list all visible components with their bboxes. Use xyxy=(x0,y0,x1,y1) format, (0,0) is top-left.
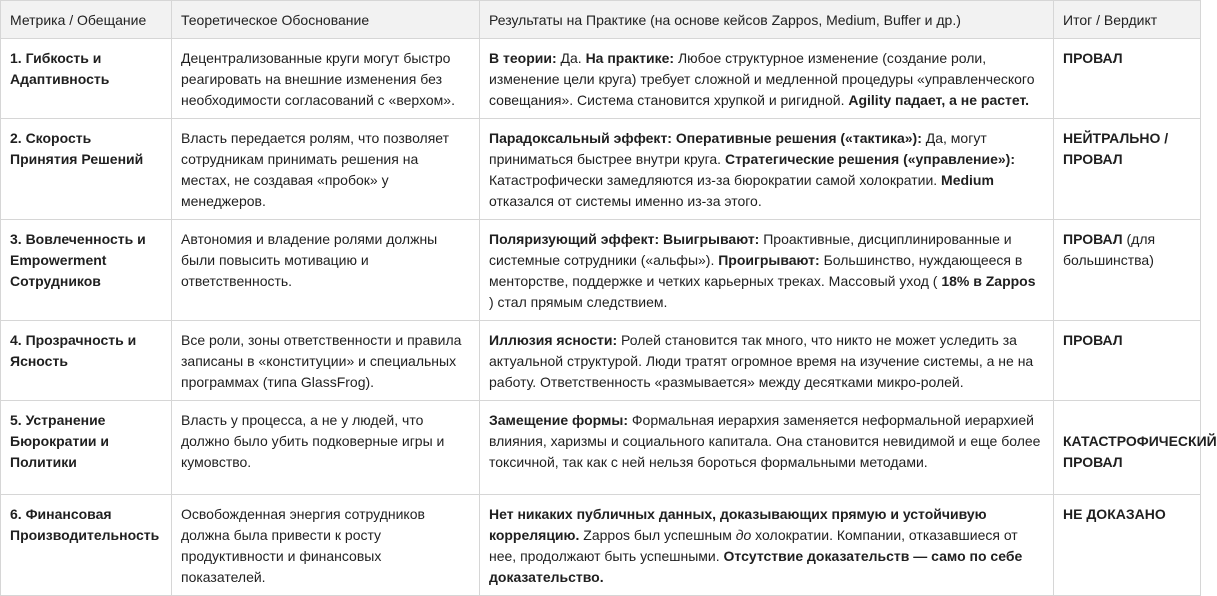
header-practice: Результаты на Практике (на основе кейсов Zappos, Medium, Buffer и др.) xyxy=(480,1,1054,39)
table-row xyxy=(1,39,1201,119)
text-run: до xyxy=(735,527,752,543)
bold-text-run: ПРОВАЛ xyxy=(1063,231,1123,247)
verdict-cell xyxy=(1054,220,1201,321)
bold-text-run: ПРОВАЛ xyxy=(1063,50,1123,66)
bold-text-run: 18% в Zappos xyxy=(941,273,1036,289)
text-run: Проактивные, дисциплинированные и системные сотрудники («альфы»). xyxy=(489,231,1012,268)
metric-cell: 1. Гибкость и Адаптивность xyxy=(1,39,172,119)
header-theory: Теоретическое Обоснование xyxy=(172,1,480,39)
bold-text-run: НЕЙТРАЛЬНО / ПРОВАЛ xyxy=(1063,130,1169,167)
bold-text-run: НЕ ДОКАЗАНО xyxy=(1063,506,1166,522)
verdict-cell xyxy=(1054,119,1201,220)
table-header xyxy=(1,1,1201,39)
verdict-cell xyxy=(1054,321,1201,401)
text-run: холократии. Компании, отказавшиеся от нее, продолжают быть успешными. xyxy=(489,527,1018,564)
bold-text-run: Иллюзия ясности: xyxy=(489,332,618,348)
bold-text-run: Замещение формы: xyxy=(489,412,628,428)
table-row xyxy=(1,321,1201,401)
header-verdict: Итог / Вердикт xyxy=(1054,1,1201,39)
metric-cell: 3. Вовлеченность и Empowerment Сотрудников xyxy=(1,220,172,321)
table-row xyxy=(1,220,1201,321)
text-run: отказался от системы именно из-за этого. xyxy=(489,193,762,209)
practice-cell xyxy=(480,321,1054,401)
verdict-cell xyxy=(1054,495,1201,596)
practice-cell xyxy=(480,401,1054,495)
table-row xyxy=(1,119,1201,220)
table-row xyxy=(1,495,1201,596)
header-row xyxy=(1,1,1201,39)
theory-cell: Децентрализованные круги могут быстро реагировать на внешние изменения без необходимости согласований с «верхом». xyxy=(172,39,480,119)
practice-cell xyxy=(480,495,1054,596)
bold-text-run: Medium xyxy=(941,172,994,188)
text-run: Катастрофически замедляются из-за бюрократии самой холократии. xyxy=(489,172,942,188)
text-run: Ролей становится так много, что никто не может уследить за актуальной структурой. Люди тратят огромное время на изучение системы, а не на работу. Ответственность «размывается» между десятками микро-ролей. xyxy=(489,332,1034,390)
bold-text-run: Стратегические решения («управление»): xyxy=(724,151,1015,167)
text-run: (для большинства) xyxy=(1063,231,1156,268)
bold-text-run: ПРОВАЛ xyxy=(1063,332,1123,348)
bold-text-run: В теории: xyxy=(489,50,557,66)
theory-cell: Власть у процесса, а не у людей, что должно было убить подковерные игры и кумовство. xyxy=(172,401,480,495)
metric-cell: 5. Устранение Бюрократии и Политики xyxy=(1,401,172,495)
text-run: Формальная иерархия заменяется неформальной иерархией влияния, харизмы и социального капитала. Она становится невидимой и еще более токсичной, так как с ней нельзя бороться формальными методами. xyxy=(489,412,1041,470)
text-run: Да. xyxy=(556,50,586,66)
bold-text-run: На практике: xyxy=(585,50,675,66)
text-run: Да, могут приниматься быстрее внутри круга. xyxy=(489,130,987,167)
verdict-cell xyxy=(1054,39,1201,119)
bold-text-run: Парадоксальный эффект: Оперативные решения («тактика»): xyxy=(489,130,922,146)
bold-text-run: Поляризующий эффект: Выигрывают: xyxy=(489,231,760,247)
metric-cell: 6. Финансовая Производительность xyxy=(1,495,172,596)
metric-cell: 4. Прозрачность и Ясность xyxy=(1,321,172,401)
theory-cell: Власть передается ролям, что позволяет сотрудникам принимать решения на местах, не создавая «пробок» у менеджеров. xyxy=(172,119,480,220)
text-run: Большинство, нуждающееся в менторстве, поддержке и четких карьерных треках. Массовый уход ( xyxy=(489,252,1023,289)
bold-text-run: Проигрывают: xyxy=(718,252,820,268)
table-body xyxy=(1,39,1217,596)
practice-cell xyxy=(480,220,1054,321)
metric-cell: 2. Скорость Принятия Решений xyxy=(1,119,172,220)
theory-cell: Автономия и владение ролями должны были повысить мотивацию и ответственность. xyxy=(172,220,480,321)
practice-cell xyxy=(480,39,1054,119)
bold-text-run: Отсутствие доказательств — само по себе доказательство. xyxy=(489,548,1023,585)
verdict-cell xyxy=(1054,401,1217,495)
header-metric: Метрика / Обещание xyxy=(1,1,172,39)
bold-text-run: Нет никаких публичных данных, доказывающих прямую и устойчивую корреляцию. xyxy=(489,506,987,543)
bold-text-run: КАТАСТРОФИЧЕСКИЙ ПРОВАЛ xyxy=(1063,433,1217,470)
text-run: ) стал прямым следствием. xyxy=(489,294,668,310)
table-row xyxy=(1,401,1201,495)
theory-cell: Освобожденная энергия сотрудников должна была привести к росту продуктивности и финансовых показателей. xyxy=(172,495,480,596)
text-run: Любое структурное изменение (создание роли, изменение цели круга) требует сложной и медленной процедуры «управленческого совещания». Система становится хрупкой и ригидной. xyxy=(489,50,1035,108)
theory-cell: Все роли, зоны ответственности и правила записаны в «конституции» и специальных программах (типа GlassFrog). xyxy=(172,321,480,401)
text-run: Zappos был успешным xyxy=(579,527,736,543)
bold-text-run: Agility падает, а не растет. xyxy=(848,92,1030,108)
practice-cell xyxy=(480,119,1054,220)
